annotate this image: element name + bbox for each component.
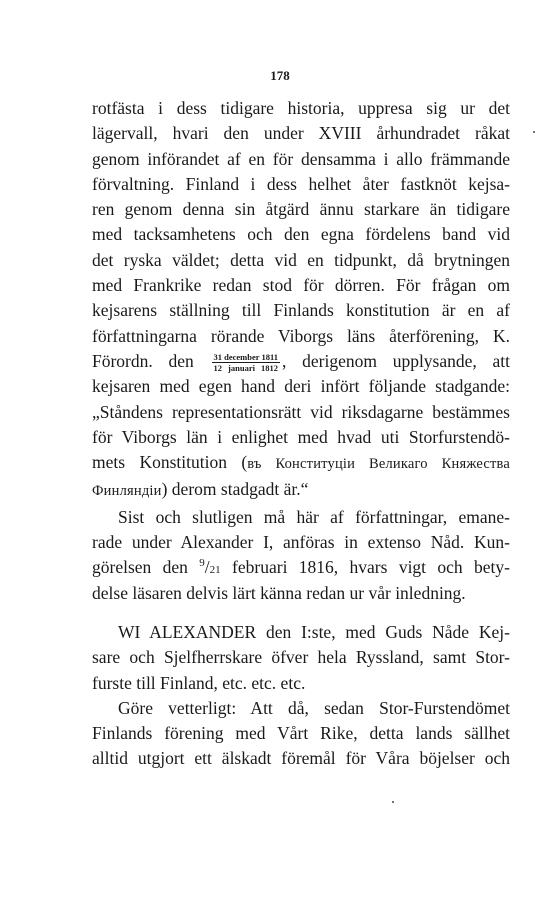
text-fragment: Förordn. den: [92, 350, 194, 371]
text-line: med tacksamhetens och den egna fördelens band vid: [92, 224, 510, 245]
text-line: rotfästa i dess tidigare historia, uppresa sig ur det: [92, 98, 510, 118]
page-number: 178: [270, 68, 290, 83]
text-line: Finlands förening med Vårt Rike, detta lands sällhet: [92, 723, 510, 744]
russian-quote: Финляндіи: [92, 483, 162, 500]
text-line: Sist och slutligen må här af författningar, emane-: [118, 506, 510, 527]
date-fraction: [212, 352, 281, 373]
paper-speck: [392, 801, 394, 803]
main-text-block: [92, 96, 510, 606]
text-line: alltid utgjort ett älskadt föremål för Våra böjelser och: [92, 748, 510, 769]
text-fragment: februari 1816, hvars vigt och bety-: [232, 557, 511, 578]
text-line: „Ståndens representationsrätt vid riksdagarne bestämmes: [92, 401, 510, 422]
text-line: sare och Sjelfherrskare öfver hela Ryssland, samt Stor-: [92, 647, 510, 668]
decree-text-block: [92, 620, 510, 772]
text-line: förvaltning. Finland i dess helhet åter fastknöt kejsa-: [92, 173, 510, 194]
text-fragment: , derigenom upplysande, att: [282, 350, 511, 371]
text-line: ren genom denna sin åtgärd ännu starkare än tidigare: [92, 199, 510, 220]
date-day-new-style: 21: [209, 564, 221, 577]
text-line: författningarna rörande Viborgs läns återförening, K.: [92, 325, 510, 346]
text-fragment: mets Konstitution (: [92, 452, 248, 473]
text-line: för Viborgs län i enlighet med hvad uti Storfurstendö-: [92, 426, 510, 447]
text-line-with-russian: [92, 450, 510, 477]
text-line-with-russian: [92, 477, 510, 504]
text-line: kejsaren med egen hand deri infört följande stadgande:: [92, 376, 510, 397]
text-line-with-date: görelsen den $^9$/21 februari 1816, hvars vigt och bety-: [92, 557, 511, 578]
text-line: lägervall, hvari den under XVIII århundradet råkat: [92, 123, 510, 144]
text-line: rade under Alexander I, anföras in extenso Nåd. Kun-: [92, 532, 510, 553]
text-line: det ryska väldet; detta vid en tidpunkt, då brytningen: [92, 249, 510, 270]
text-line: WI ALEXANDER den I:ste, med Guds Nåde Kej-: [118, 622, 510, 642]
date-day: 9: [199, 557, 205, 570]
fraction-numerator: 31 december 1811: [213, 352, 279, 363]
fraction-denominator: 12 januari 1812: [213, 363, 279, 374]
text-line-with-date-fraction: [92, 349, 510, 374]
text-line: furste till Finland, etc. etc. etc.: [92, 672, 306, 693]
text-line: delse läsaren delvis lärt känna redan ur vår inledning.: [92, 582, 466, 603]
text-fragment: ) derom stadgadt är.“: [161, 479, 309, 500]
text-fragment: görelsen den: [92, 557, 188, 578]
paper-speck: [533, 131, 535, 133]
text-line: kejsarens ställning till Finlands konstitution är en af: [92, 300, 510, 321]
text-line: med Frankrike redan stod för dörren. För frågan om: [92, 275, 510, 296]
text-line: genom införandet af en för densamma i allo främmande: [92, 148, 510, 169]
text-line: Göre vetterligt: Att då, sedan Stor-Furstendömet: [118, 697, 510, 718]
russian-quote: въ Конституціи Великаго Княжества: [247, 456, 511, 473]
